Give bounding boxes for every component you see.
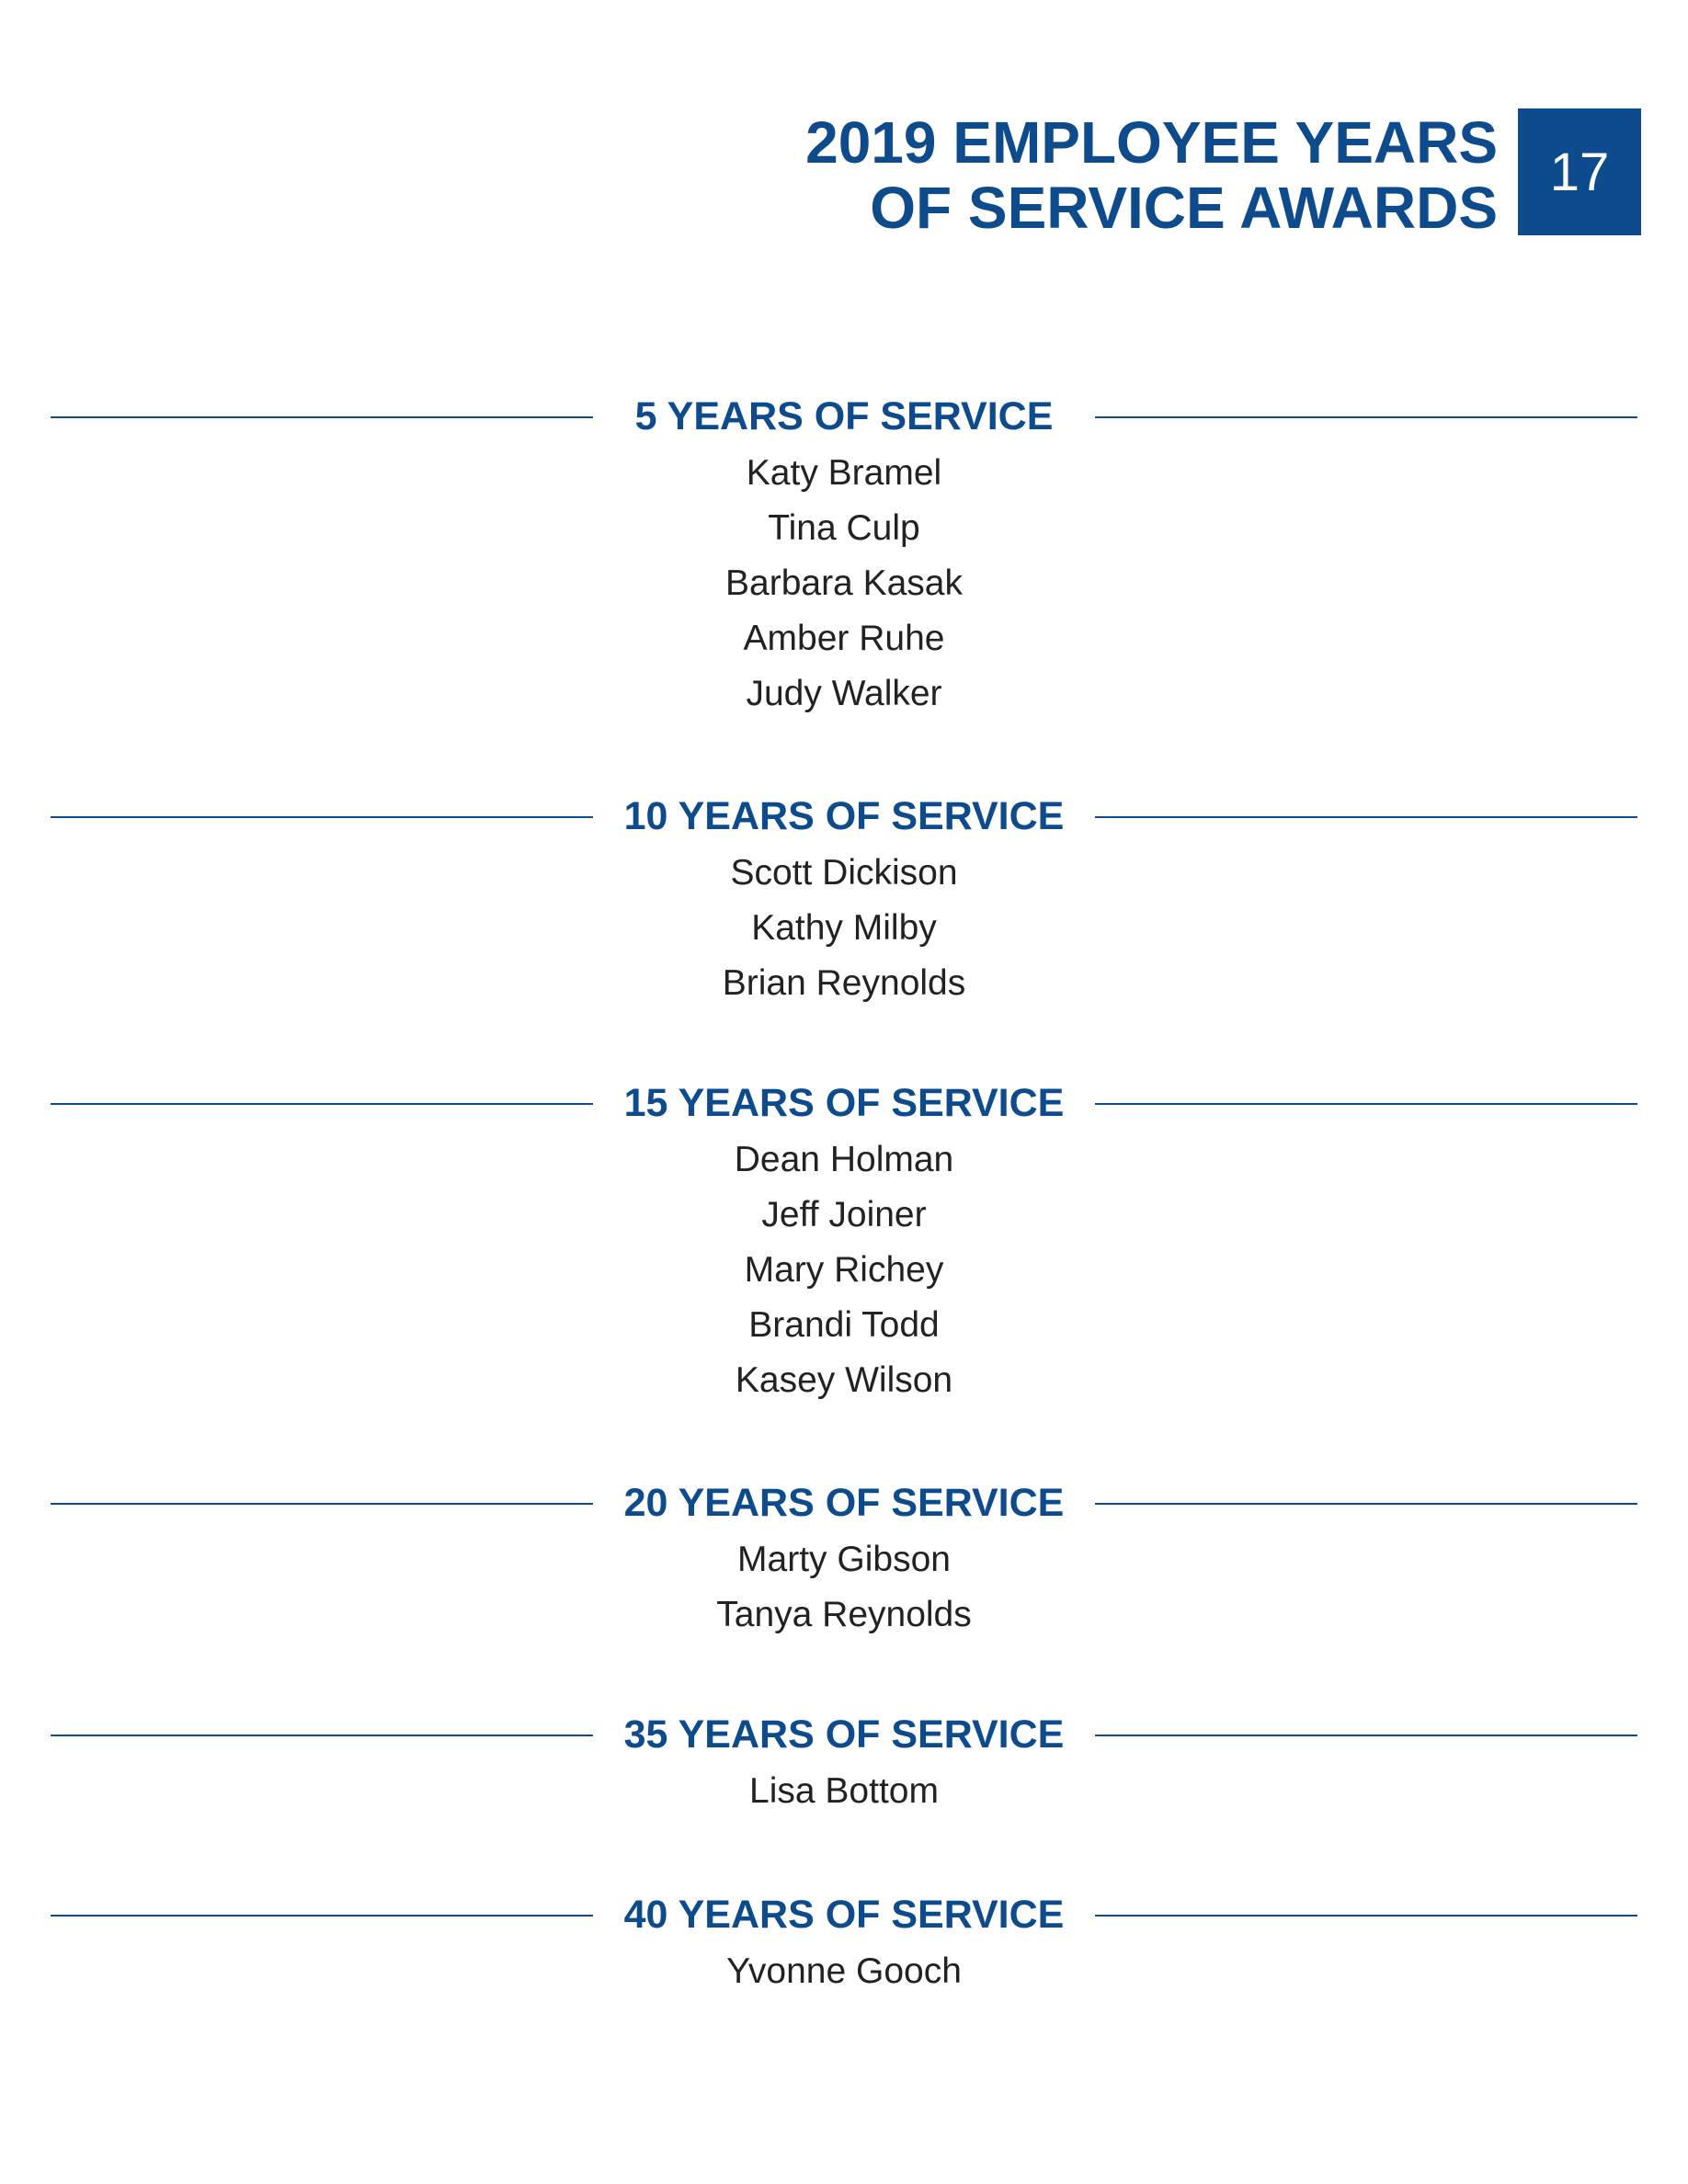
employee-name: Dean Holman — [734, 1140, 954, 1179]
section-header — [51, 792, 1637, 840]
employee-name: Tanya Reynolds — [716, 1595, 972, 1634]
page-number-badge: 17 — [1518, 108, 1641, 235]
section-header — [51, 392, 1637, 440]
names-list — [51, 1532, 1637, 1643]
names-list — [51, 846, 1637, 1011]
section-title: 10 YEARS OF SERVICE — [623, 794, 1065, 838]
divider-line-right — [1095, 816, 1637, 818]
page-header — [805, 108, 1641, 241]
section-header — [51, 1079, 1637, 1127]
page-title — [805, 110, 1498, 241]
section-header — [51, 1891, 1637, 1939]
page-title-line-2: OF SERVICE AWARDS — [870, 175, 1498, 241]
service-section-15-years — [51, 1079, 1637, 1408]
employee-name: Scott Dickison — [730, 853, 958, 893]
section-title: 35 YEARS OF SERVICE — [623, 1712, 1065, 1757]
employee-name: Mary Richey — [744, 1250, 944, 1290]
divider-line-right — [1095, 416, 1637, 418]
divider-line-left — [51, 816, 593, 818]
employee-name: Judy Walker — [746, 674, 942, 713]
names-list — [51, 1764, 1637, 1819]
service-section-10-years — [51, 792, 1637, 1011]
employee-name: Kasey Wilson — [735, 1360, 953, 1400]
divider-line-left — [51, 1735, 593, 1736]
employee-name: Brandi Todd — [748, 1305, 940, 1345]
employee-name: Katy Bramel — [746, 453, 942, 493]
employee-name: Jeff Joiner — [761, 1195, 927, 1234]
section-title: 40 YEARS OF SERVICE — [623, 1893, 1065, 1937]
section-header — [51, 1479, 1637, 1527]
page-title-line-1: 2019 EMPLOYEE YEARS — [805, 109, 1498, 176]
service-section-5-years — [51, 392, 1637, 722]
section-header — [51, 1711, 1637, 1758]
names-list — [51, 446, 1637, 722]
service-section-20-years — [51, 1479, 1637, 1643]
divider-line-left — [51, 1915, 593, 1917]
section-title: 15 YEARS OF SERVICE — [623, 1081, 1065, 1125]
section-title: 20 YEARS OF SERVICE — [623, 1481, 1065, 1525]
divider-line-right — [1095, 1915, 1637, 1917]
employee-name: Tina Culp — [768, 508, 920, 548]
divider-line-right — [1095, 1735, 1637, 1736]
names-list — [51, 1132, 1637, 1408]
employee-name: Marty Gibson — [737, 1540, 951, 1579]
service-section-35-years — [51, 1711, 1637, 1819]
divider-line-right — [1095, 1503, 1637, 1505]
employee-name: Yvonne Gooch — [726, 1951, 962, 1991]
names-list — [51, 1944, 1637, 1999]
employee-name: Brian Reynolds — [722, 963, 966, 1003]
section-title: 5 YEARS OF SERVICE — [634, 394, 1054, 438]
employee-name: Amber Ruhe — [743, 619, 945, 658]
employee-name: Barbara Kasak — [725, 563, 963, 603]
divider-line-left — [51, 1103, 593, 1105]
employee-name: Lisa Bottom — [749, 1771, 939, 1811]
divider-line-right — [1095, 1103, 1637, 1105]
service-section-40-years — [51, 1891, 1637, 1999]
employee-name: Kathy Milby — [751, 908, 937, 948]
divider-line-left — [51, 416, 593, 418]
divider-line-left — [51, 1503, 593, 1505]
